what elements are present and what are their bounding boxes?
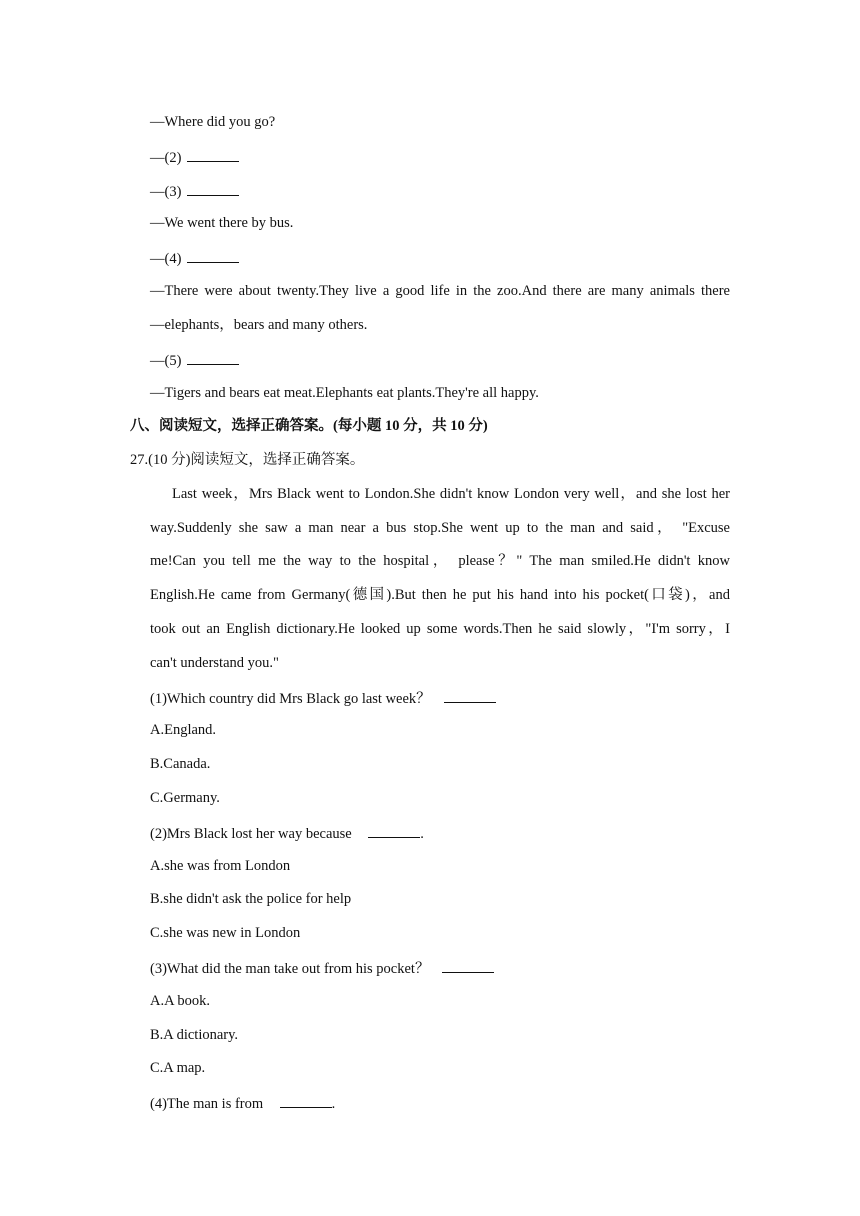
answer-blank <box>280 1093 332 1108</box>
dialogue-line: —Tigers and bears eat meat.Elephants eat plants.They're all happy. <box>150 385 539 401</box>
answer-blank <box>442 958 494 973</box>
dialogue-line: —(4) <box>150 248 239 268</box>
option-item: B.Canada. <box>150 756 211 772</box>
question-stem: (4)The man is from . <box>150 1093 335 1113</box>
option-item: C.she was new in London <box>150 925 301 941</box>
option-item: A.England. <box>150 722 217 738</box>
option-item: B.she didn't ask the police for help <box>150 891 352 907</box>
option-item: A.A book. <box>150 993 211 1009</box>
question-header: 27.(10 分)阅读短文，选择正确答案。 <box>130 452 365 468</box>
answer-blank <box>187 248 239 263</box>
passage-line: Last week，Mrs Black went to London.She didn't know London very well，and she lost her <box>172 486 730 502</box>
passage-line: me!Can you tell me the way to the hospital， please？" The man smiled.He didn't know <box>150 553 730 569</box>
option-item: A.she was from London <box>150 858 291 874</box>
dialogue-line: —elephants，bears and many others. <box>150 317 368 333</box>
question-stem: (3)What did the man take out from his pocket？ <box>150 958 494 978</box>
dialogue-line: —Where did you go? <box>150 114 276 130</box>
dialogue-line: —We went there by bus. <box>150 215 294 231</box>
section-heading: 八、阅读短文，选择正确答案。(每小题 10 分，共 10 分) <box>130 418 488 434</box>
passage-line: can't understand you." <box>150 655 279 671</box>
dialogue-line: —(3) <box>150 181 239 201</box>
answer-blank <box>187 181 239 196</box>
passage-line: way.Suddenly she saw a man near a bus stop.She went up to the man and said， "Excuse <box>150 520 730 536</box>
answer-blank <box>368 823 420 838</box>
question-stem: (1)Which country did Mrs Black go last week？ <box>150 688 496 708</box>
dialogue-line: —(5) <box>150 350 239 370</box>
answer-blank <box>187 350 239 365</box>
passage-line: English.He came from Germany(德国).But then he put his hand into his pocket(口袋)，and <box>150 587 730 603</box>
passage-line: took out an English dictionary.He looked up some words.Then he said slowly，"I'm sorry，I <box>150 621 730 637</box>
dialogue-line: —(2) <box>150 147 239 167</box>
option-item: B.A dictionary. <box>150 1027 239 1043</box>
option-item: C.A map. <box>150 1060 206 1076</box>
answer-blank <box>444 688 496 703</box>
question-stem: (2)Mrs Black lost her way because . <box>150 823 424 843</box>
dialogue-line: —There were about twenty.They live a good life in the zoo.And there are many animals there <box>150 283 730 299</box>
option-item: C.Germany. <box>150 790 220 806</box>
answer-blank <box>187 147 239 162</box>
